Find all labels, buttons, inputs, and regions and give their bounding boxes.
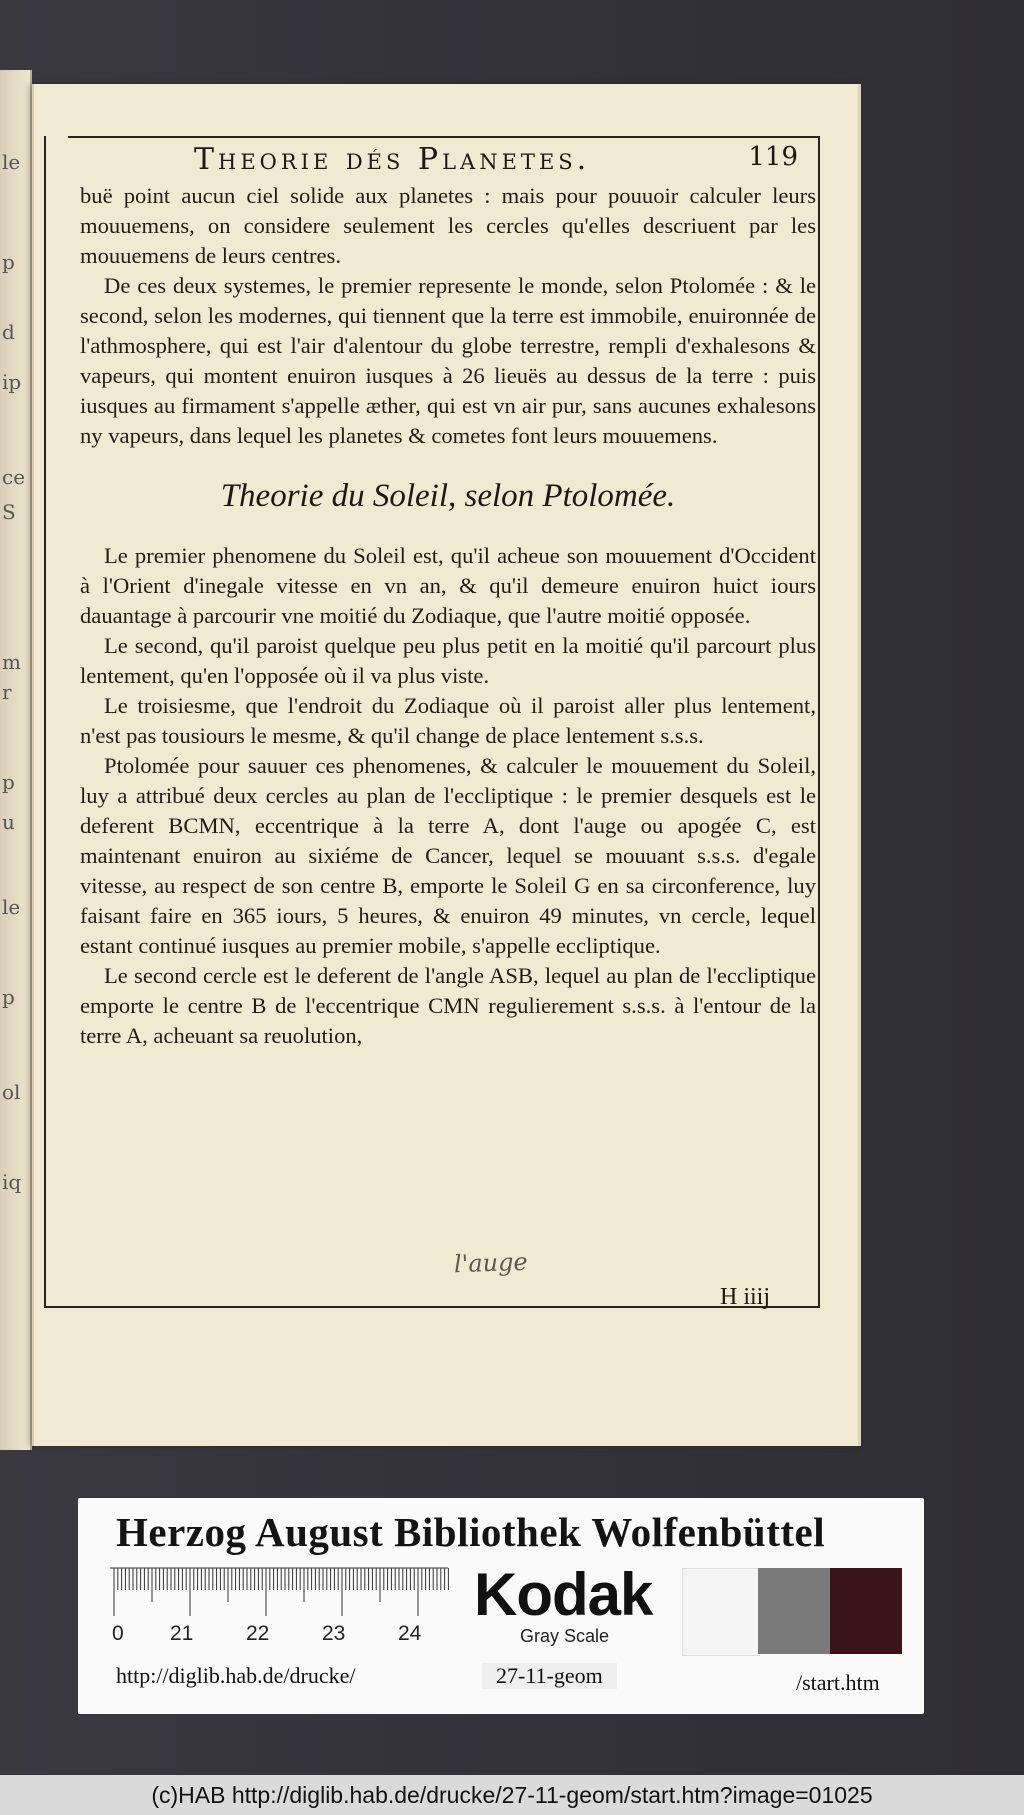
left-fragment: m xyxy=(2,650,21,674)
section-heading: Theorie du Soleil, selon Ptolomée. xyxy=(220,478,676,514)
left-page-edge xyxy=(0,70,32,1450)
paragraph: Ptolomée pour sauuer ces phenomenes, & calculer le mouuement du Soleil, luy a attribué deux cercles au plan de l'eccliptique : le premier desquels est le deferent BCMN, eccentrique à la terre A, dont l'auge ou apogée C, est maintenant enuiron au sixiéme de Cancer, lequel se mouuant s.s.s. d'egale vitesse, au respect de son centre B, emporte le Soleil G en sa circonference, luy faisant faire en 365 iours, 5 heures, & enuiron 49 minutes, vn cercle, lequel estant continué iusques au premier mobile, s'appelle eccliptique. xyxy=(80,753,816,958)
paragraph: Le second, qu'il paroist quelque peu plus petit en la moitié qu'il parcourt plus lentement, qu'en l'opposée où il va plus viste. xyxy=(80,633,816,688)
ruler-label: 22 xyxy=(246,1622,270,1645)
ruler-ticks xyxy=(110,1566,450,1622)
left-fragment: S xyxy=(2,500,16,524)
url-middle: 27-11-geom xyxy=(482,1663,617,1689)
footer-url[interactable]: (c)HAB http://diglib.hab.de/drucke/27-11-geom/start.htm?image=01025 xyxy=(151,1782,873,1808)
ruler-label: 21 xyxy=(170,1622,194,1645)
left-fragment: d xyxy=(2,320,15,344)
left-fragment: le xyxy=(2,150,21,174)
paragraph: buë point aucun ciel solide aux planetes : mais pour pouuoir calculer leurs mouuemens, on considere seulement les cercles qu'elles descriuent par les mouuemens de leurs centres. xyxy=(80,183,816,268)
swatch-white xyxy=(682,1568,760,1656)
ruler-label: 0 xyxy=(112,1622,124,1645)
ruler-label: 23 xyxy=(322,1622,346,1645)
swatch-gray xyxy=(758,1568,830,1654)
ruler xyxy=(110,1566,450,1646)
footer-strip xyxy=(0,1775,1024,1815)
page-number: 119 xyxy=(748,142,798,172)
gray-scale-label: Gray Scale xyxy=(520,1626,610,1646)
paragraph: Le premier phenomene du Soleil est, qu'il acheue son mouuement d'Occident à l'Orient d'inegale vitesse en vn an, & qu'il demeure enuiron huict iours dauantage à parcourir vne moitié du Zodiaque, que l'autre moitié opposée. xyxy=(80,543,816,628)
ruler-label: 24 xyxy=(398,1622,422,1645)
left-fragment: ce xyxy=(2,465,26,489)
paragraph: Le troisiesme, que l'endroit du Zodiaque où il paroist aller plus lentement, n'est pas tousiours le mesme, & qu'il change de place lentement s.s.s. xyxy=(80,693,816,748)
body-text xyxy=(80,181,816,1051)
left-fragment: ol xyxy=(2,1080,21,1104)
signature-mark: H iiij xyxy=(719,1284,770,1310)
library-name: Herzog August Bibliothek Wolfenbüttel xyxy=(116,1509,826,1555)
left-fragment: u xyxy=(2,810,15,834)
running-head-title: Theorie dés Planetes. xyxy=(194,142,591,177)
url-left: http://diglib.hab.de/drucke/ xyxy=(116,1663,356,1688)
paragraph: Le second cercle est le deferent de l'angle ASB, lequel au plan de l'eccliptique emporte le centre B de l'eccentrique CMN regulierement s.s.s. à l'entour de la terre A, acheuant sa reuolution, xyxy=(80,963,816,1048)
url-right: /start.htm xyxy=(796,1670,880,1695)
left-fragment: p xyxy=(2,250,15,274)
left-fragment: r xyxy=(2,680,12,704)
left-fragment: le xyxy=(2,895,21,919)
paragraph: De ces deux systemes, le premier represente le monde, selon Ptolomée : & le second, selon les modernes, qui tiennent que la terre est immobile, enuironnée de l'athmosphere, qui est l'air d'alentour du globe terrestre, rempli d'exhalesons & vapeurs, qui montent enuiron iusques à 26 lieuës au dessus de la terre : puis iusques au firmament s'appelle æther, qui est vn air pur, sans aucunes exhalesons ny vapeurs, dans lequel les planetes & cometes font leurs mouuemens. xyxy=(80,273,816,448)
left-fragment: p xyxy=(2,985,15,1009)
left-fragment: iq xyxy=(2,1170,22,1194)
kodak-logo: Kodak xyxy=(474,1561,653,1628)
left-fragment: p xyxy=(2,770,15,794)
swatch-dark xyxy=(830,1568,902,1654)
book-page xyxy=(32,84,861,1446)
color-target-card xyxy=(78,1498,924,1714)
left-fragment: ip xyxy=(2,370,22,394)
handwritten-annotation: l'auge xyxy=(453,1247,529,1279)
running-head xyxy=(82,136,822,180)
